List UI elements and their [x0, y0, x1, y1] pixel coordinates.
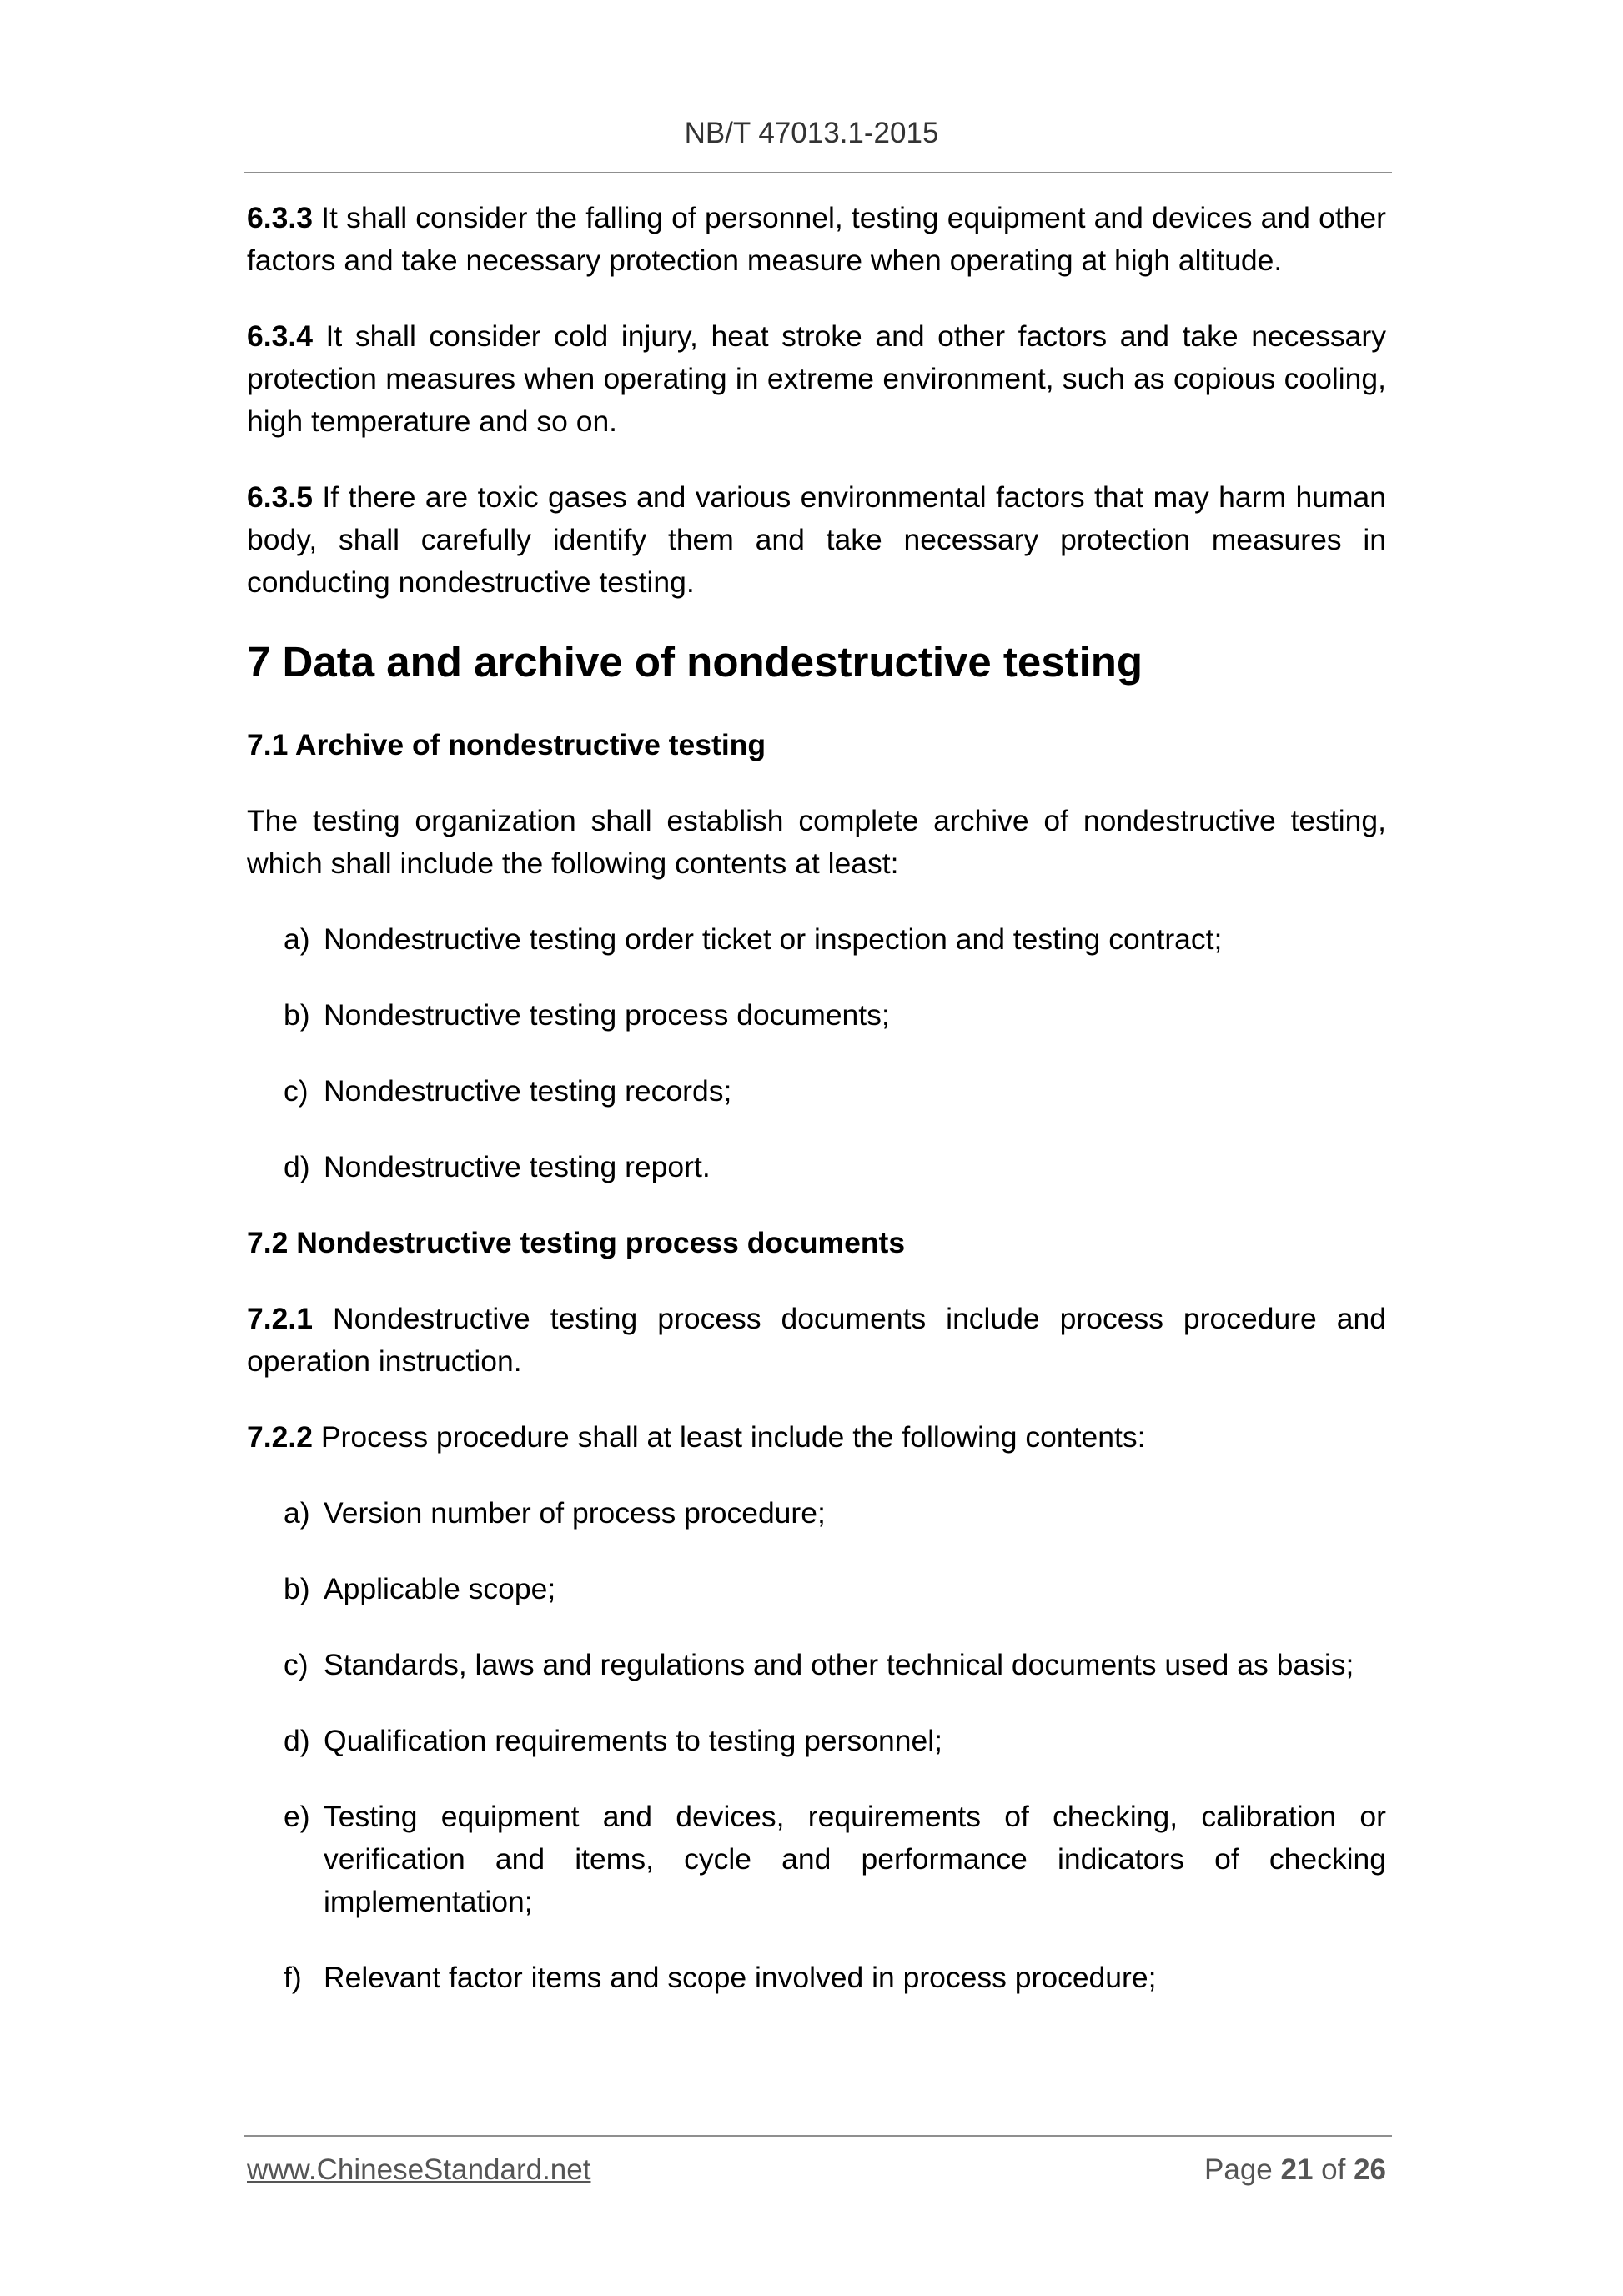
list-marker: d): [284, 1724, 310, 1757]
footer-divider: [244, 2135, 1392, 2137]
page-total: 26: [1354, 2153, 1386, 2186]
clause-text: Process procedure shall at least include the following contents:: [312, 1420, 1146, 1454]
list-item: [247, 1796, 1386, 1923]
clause-6-3-4: [247, 315, 1386, 443]
list-item: [247, 994, 1386, 1037]
clause-text: It shall consider the falling of personnel, testing equipment and devices and other factors and take necessary protection measure when operating at high altitude.: [247, 201, 1386, 277]
list-item-text: Applicable scope;: [324, 1572, 556, 1605]
clause-number: 7.2.1: [247, 1302, 313, 1335]
list-item: [247, 1146, 1386, 1188]
list-7-2-2: [247, 1492, 1386, 1999]
list-7-1: [247, 918, 1386, 1188]
clause-7-2-1: [247, 1298, 1386, 1383]
clause-number: 6.3.5: [247, 480, 313, 514]
header-divider: [244, 172, 1392, 173]
list-item: [247, 918, 1386, 961]
clause-number: 6.3.4: [247, 319, 313, 353]
list-item-text: Version number of process procedure;: [324, 1496, 826, 1530]
list-marker: c): [284, 1648, 309, 1681]
section-7-1-intro: The testing organization shall establish complete archive of nondestructive testing, which shall include the following contents at least:: [247, 804, 1386, 880]
chapter-heading-7: 7 Data and archive of nondestructive testing: [247, 638, 1143, 686]
list-item-text: Nondestructive testing order ticket or inspection and testing contract;: [324, 922, 1223, 956]
list-item: [247, 1568, 1386, 1610]
list-marker: a): [284, 1496, 310, 1530]
list-item: [247, 1957, 1386, 1999]
section-heading-7-1: 7.1 Archive of nondestructive testing: [247, 728, 766, 761]
list-marker: c): [284, 1074, 309, 1108]
document-body: [247, 197, 1386, 2032]
list-marker: f): [284, 1961, 302, 1994]
list-item: [247, 1644, 1386, 1686]
list-item-text: Qualification requirements to testing personnel;: [324, 1724, 942, 1757]
clause-text: Nondestructive testing process documents include process procedure and operation instruction.: [247, 1302, 1386, 1378]
list-item-text: Testing equipment and devices, requirements of checking, calibration or verification and items, cycle and performance indicators of checking implementation;: [324, 1800, 1386, 1918]
list-item-text: Relevant factor items and scope involved in process procedure;: [324, 1961, 1157, 1994]
page-number: [1204, 2153, 1386, 2187]
clause-number: 7.2.2: [247, 1420, 313, 1454]
section-heading-7-2: 7.2 Nondestructive testing process documents: [247, 1226, 906, 1259]
page-prefix: Page: [1204, 2153, 1281, 2186]
list-item-text: Nondestructive testing process documents;: [324, 998, 890, 1032]
list-item: [247, 1070, 1386, 1113]
page-separator: of: [1313, 2153, 1354, 2186]
clause-text: If there are toxic gases and various environmental factors that may harm human body, shall carefully identify them and take necessary protection measures in conducting nondestructive testing.: [247, 480, 1386, 599]
list-marker: b): [284, 998, 310, 1032]
list-marker: b): [284, 1572, 310, 1605]
list-marker: e): [284, 1800, 310, 1833]
list-item-text: Nondestructive testing records;: [324, 1074, 732, 1108]
website-link[interactable]: www.ChineseStandard.net: [247, 2153, 591, 2186]
clause-text: It shall consider cold injury, heat stroke and other factors and take necessary protection measures when operating in extreme environment, such as copious cooling, high temperature and so on.: [247, 319, 1386, 438]
clause-6-3-3: [247, 197, 1386, 282]
clause-number: 6.3.3: [247, 201, 313, 234]
clause-7-2-2: [247, 1416, 1386, 1459]
list-marker: a): [284, 922, 310, 956]
page-current: 21: [1280, 2153, 1314, 2186]
clause-6-3-5: [247, 476, 1386, 604]
list-item: [247, 1492, 1386, 1535]
list-item: [247, 1720, 1386, 1762]
document-header-title: NB/T 47013.1-2015: [684, 117, 939, 149]
list-item-text: Standards, laws and regulations and other technical documents used as basis;: [324, 1648, 1354, 1681]
list-marker: d): [284, 1150, 310, 1183]
list-item-text: Nondestructive testing report.: [324, 1150, 711, 1183]
